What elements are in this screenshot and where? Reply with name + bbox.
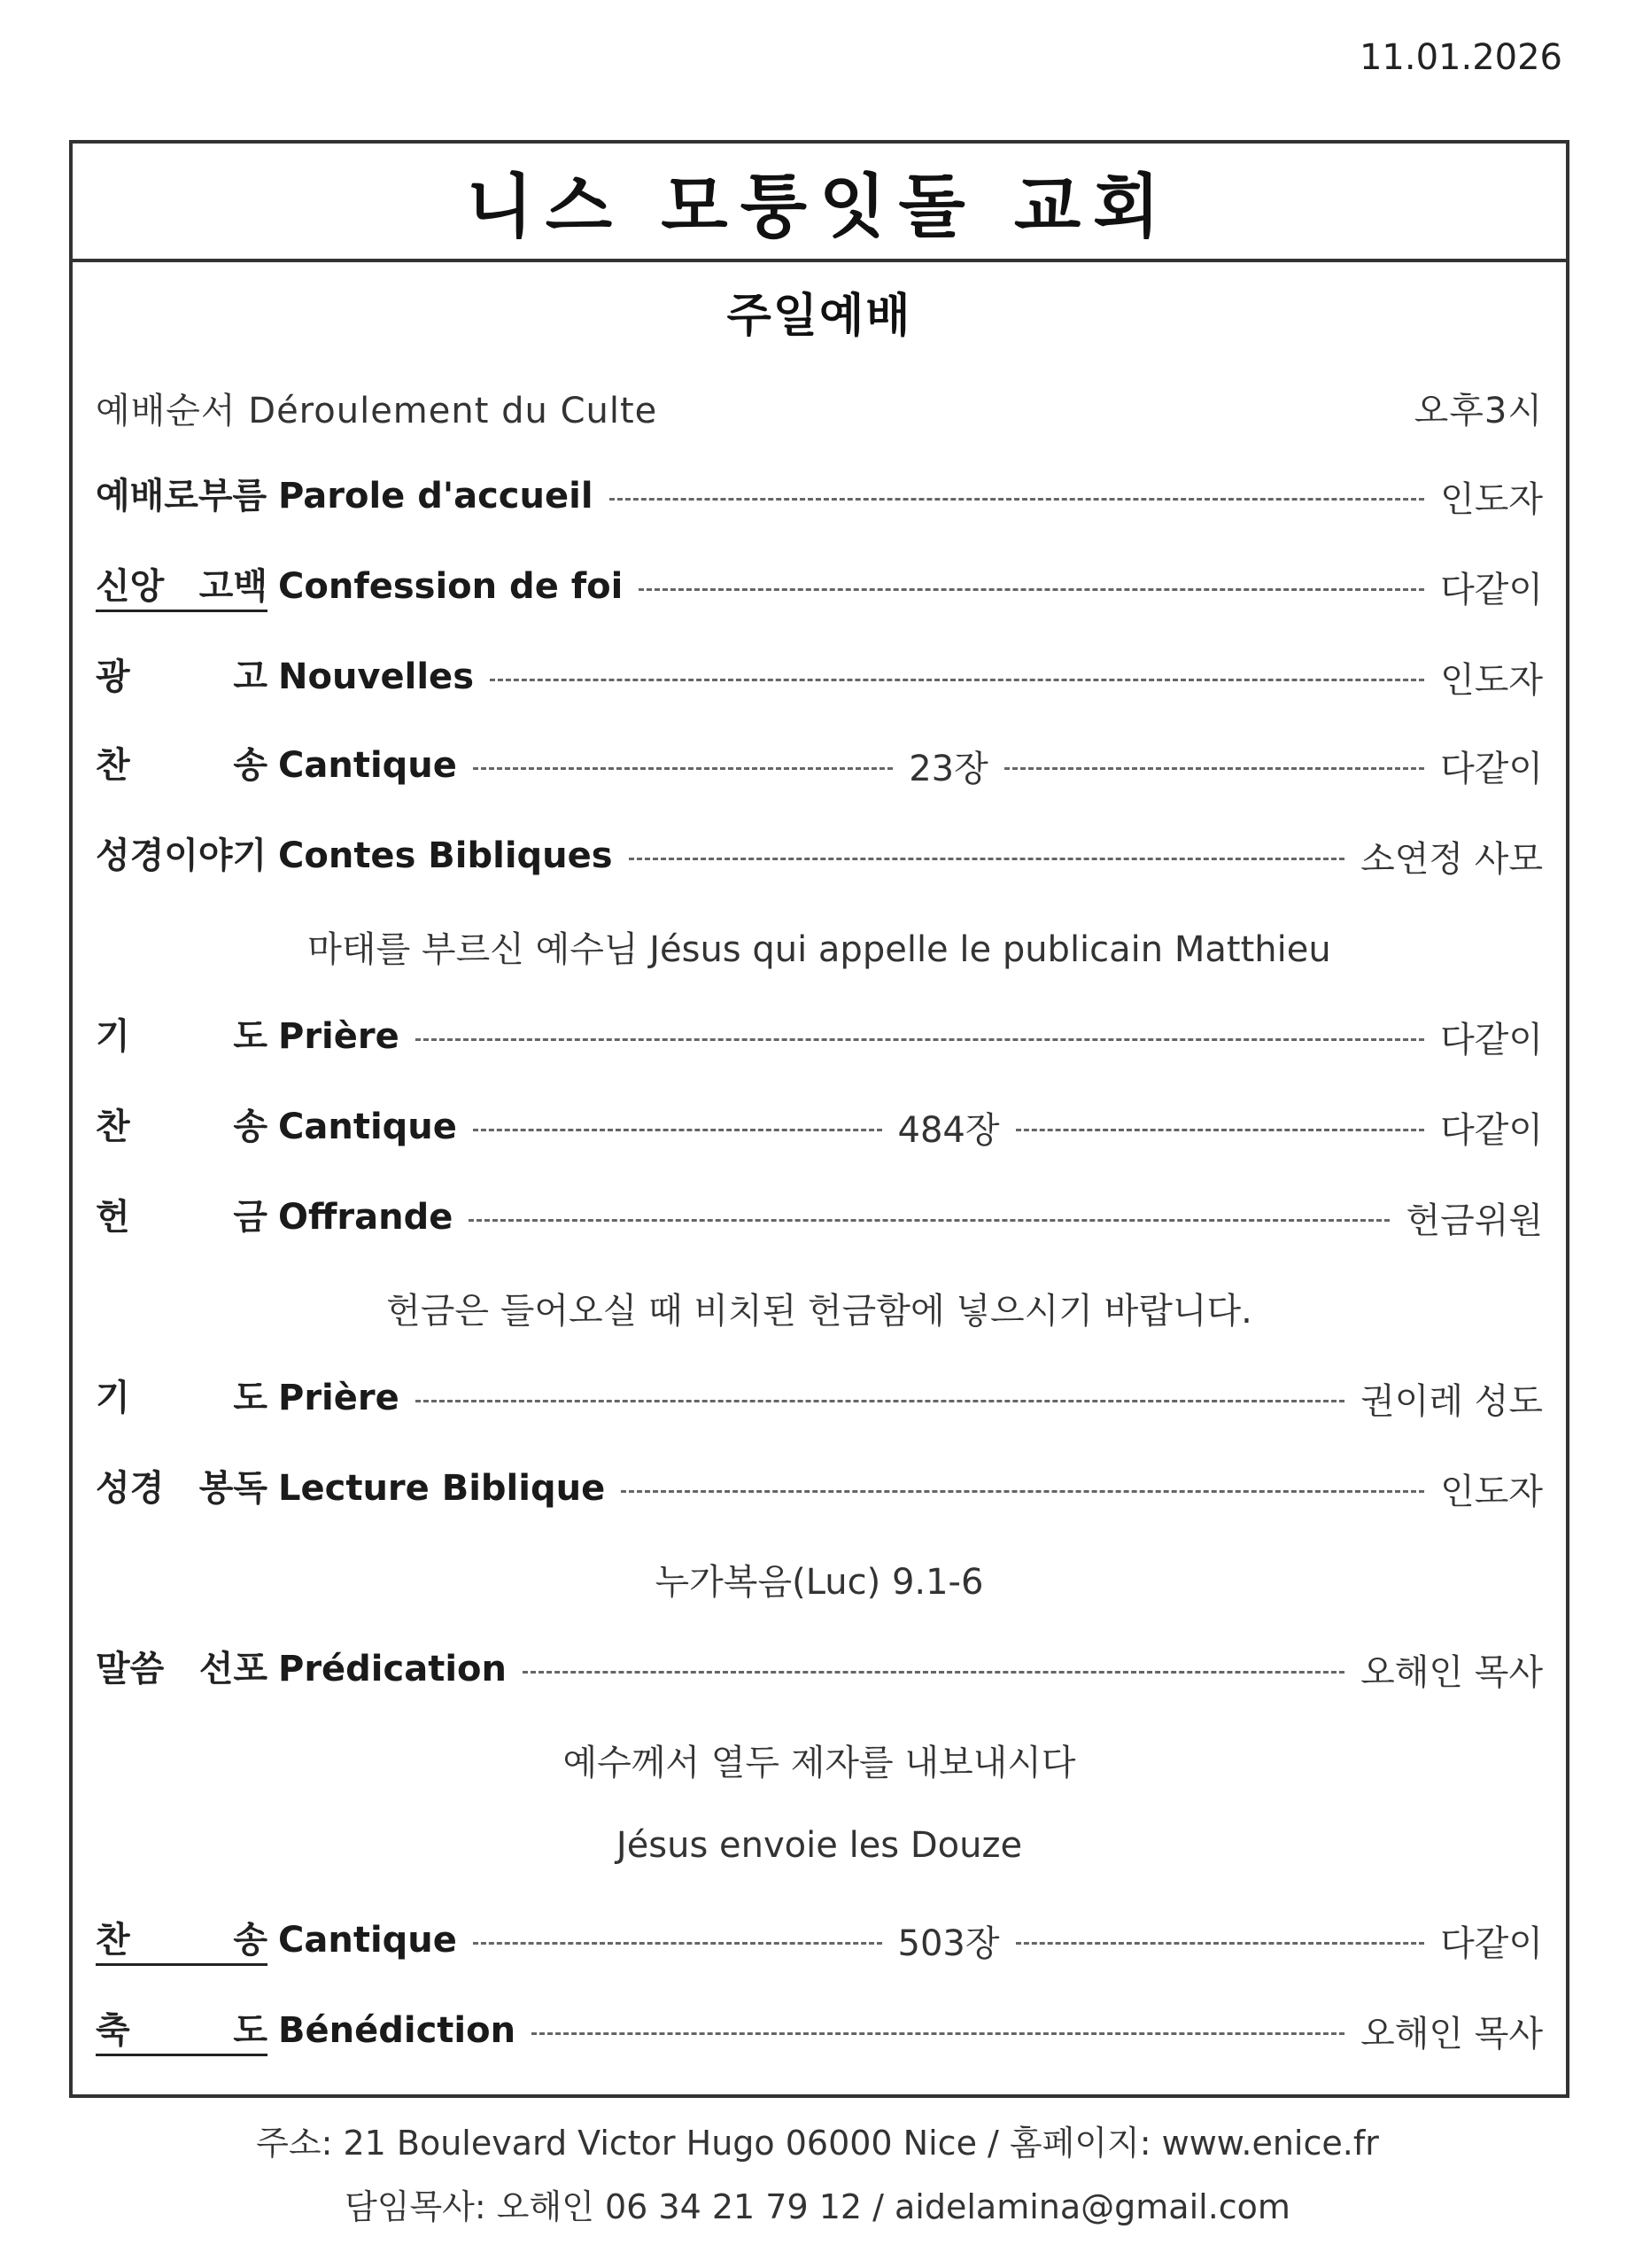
hymn-number: 23장: [909, 748, 988, 789]
item-leader: 인도자: [1440, 478, 1543, 520]
item-fr-label: Prière: [278, 1378, 399, 1418]
item-ko-label: 기 도: [96, 1378, 267, 1418]
item-leader: 헌금위원: [1406, 1200, 1543, 1241]
item-fr-label: Confession de foi: [278, 566, 624, 607]
order-item-hymn-2: [96, 1100, 1543, 1153]
item-fr-label: Cantique: [278, 745, 457, 786]
item-leader: 오해인 목사: [1360, 2013, 1543, 2054]
item-ko-label: 헌 금: [96, 1197, 267, 1238]
hymn-number: 503장: [897, 1922, 1000, 1964]
bulletin-frame: [69, 140, 1569, 2098]
leader-dots: [473, 767, 893, 770]
leader-dots: [469, 1219, 1390, 1222]
item-fr-label: Nouvelles: [278, 656, 474, 697]
item-leader: 다같이: [1440, 748, 1543, 789]
item-leader: 인도자: [1440, 1471, 1543, 1512]
service-time: 오후3시: [1414, 391, 1543, 431]
item-leader: 권이레 성도: [1360, 1380, 1543, 1422]
leader-dots: [609, 498, 1425, 501]
item-ko-label: 성경이야기: [96, 835, 267, 876]
leader-dots: [1004, 767, 1424, 770]
order-header-label: 예배순서 Déroulement du Culte: [96, 391, 658, 431]
item-leader: 오해인 목사: [1360, 1651, 1543, 1693]
footer-address: 주소: 21 Boulevard Victor Hugo 06000 Nice / 홈페이지: www.enice.fr: [256, 2124, 1379, 2163]
item-leader: 다같이: [1440, 1922, 1544, 1964]
story-title: 마태를 부르신 예수님 Jésus qui appelle le publicain Matthieu: [307, 929, 1331, 970]
item-ko-label: 찬 송: [96, 1922, 267, 1966]
item-ko-label: 광 고: [96, 656, 267, 697]
item-leader: 소연정 사모: [1360, 838, 1543, 880]
item-fr-label: Cantique: [278, 1920, 457, 1961]
item-ko-label: 기 도: [96, 1016, 267, 1057]
leader-dots: [629, 858, 1344, 860]
item-ko-label: 신앙 고백: [96, 569, 267, 612]
order-item-sermon: [96, 1643, 1543, 1696]
item-ko-label: 축 도: [96, 2013, 267, 2056]
leader-dots: [621, 1490, 1424, 1493]
leader-dots: [639, 588, 1424, 591]
item-leader: 다같이: [1440, 1109, 1544, 1151]
hymn-number: 484장: [897, 1109, 1000, 1151]
order-item-offering: [96, 1191, 1543, 1244]
item-fr-label: Prière: [278, 1016, 399, 1057]
scripture-reference: 누가복음(Luc) 9.1-6: [655, 1562, 984, 1603]
footer-pastor-contact: 담임목사: 오해인 06 34 21 79 12 / aidelamina@gmail.com: [345, 2187, 1290, 2226]
leader-dots: [415, 1038, 1424, 1041]
leader-dots: [1016, 1129, 1425, 1131]
service-title: 주일예배: [726, 290, 912, 343]
order-item-prayer-1: [96, 1010, 1543, 1063]
church-name: 니스 모퉁잇돌 교회: [466, 167, 1173, 247]
leader-dots: [490, 679, 1424, 681]
leader-dots: [473, 1942, 882, 1945]
item-fr-label: Bénédiction: [278, 2010, 516, 2051]
item-ko-label: 성경 봉독: [96, 1468, 267, 1509]
order-item-hymn-3: [96, 1914, 1543, 1967]
order-item-bible-story: [96, 829, 1543, 882]
item-fr-label: Lecture Biblique: [278, 1468, 606, 1509]
item-ko-label: 찬 송: [96, 745, 267, 786]
leader-dots: [415, 1400, 1344, 1402]
leader-dots: [531, 2032, 1344, 2035]
item-ko-label: 예배로부름: [96, 476, 267, 517]
order-item-welcome: [96, 470, 1543, 523]
sermon-title-fr: Jésus envoie les Douze: [616, 1825, 1023, 1866]
item-fr-label: Prédication: [278, 1649, 508, 1689]
title-box: [73, 144, 1566, 262]
item-fr-label: Cantique: [278, 1107, 457, 1147]
order-item-benediction: [96, 2004, 1543, 2057]
item-fr-label: Contes Bibliques: [278, 835, 613, 876]
item-fr-label: Offrande: [278, 1197, 453, 1238]
order-item-scripture-reading: [96, 1462, 1543, 1515]
item-leader: 다같이: [1440, 1019, 1543, 1060]
leader-dots: [1016, 1942, 1425, 1945]
leader-dots: [523, 1671, 1344, 1674]
order-item-hymn-1: [96, 739, 1543, 792]
item-leader: 인도자: [1440, 659, 1543, 701]
order-item-confession: [96, 560, 1543, 613]
order-header: [96, 383, 1543, 433]
bulletin-date: 11.01.2026: [1359, 37, 1562, 78]
order-item-prayer-2: [96, 1371, 1543, 1425]
leader-dots: [473, 1129, 882, 1131]
item-leader: 다같이: [1440, 569, 1543, 610]
sermon-title-ko: 예수께서 열두 제자를 내보내시다: [562, 1743, 1076, 1783]
item-ko-label: 찬 송: [96, 1107, 267, 1147]
order-item-news: [96, 650, 1543, 703]
item-fr-label: Parole d'accueil: [278, 476, 593, 517]
offering-note: 헌금은 들어오실 때 비치된 헌금함에 넣으시기 바랍니다.: [386, 1291, 1252, 1332]
item-ko-label: 말씀 선포: [96, 1649, 267, 1689]
